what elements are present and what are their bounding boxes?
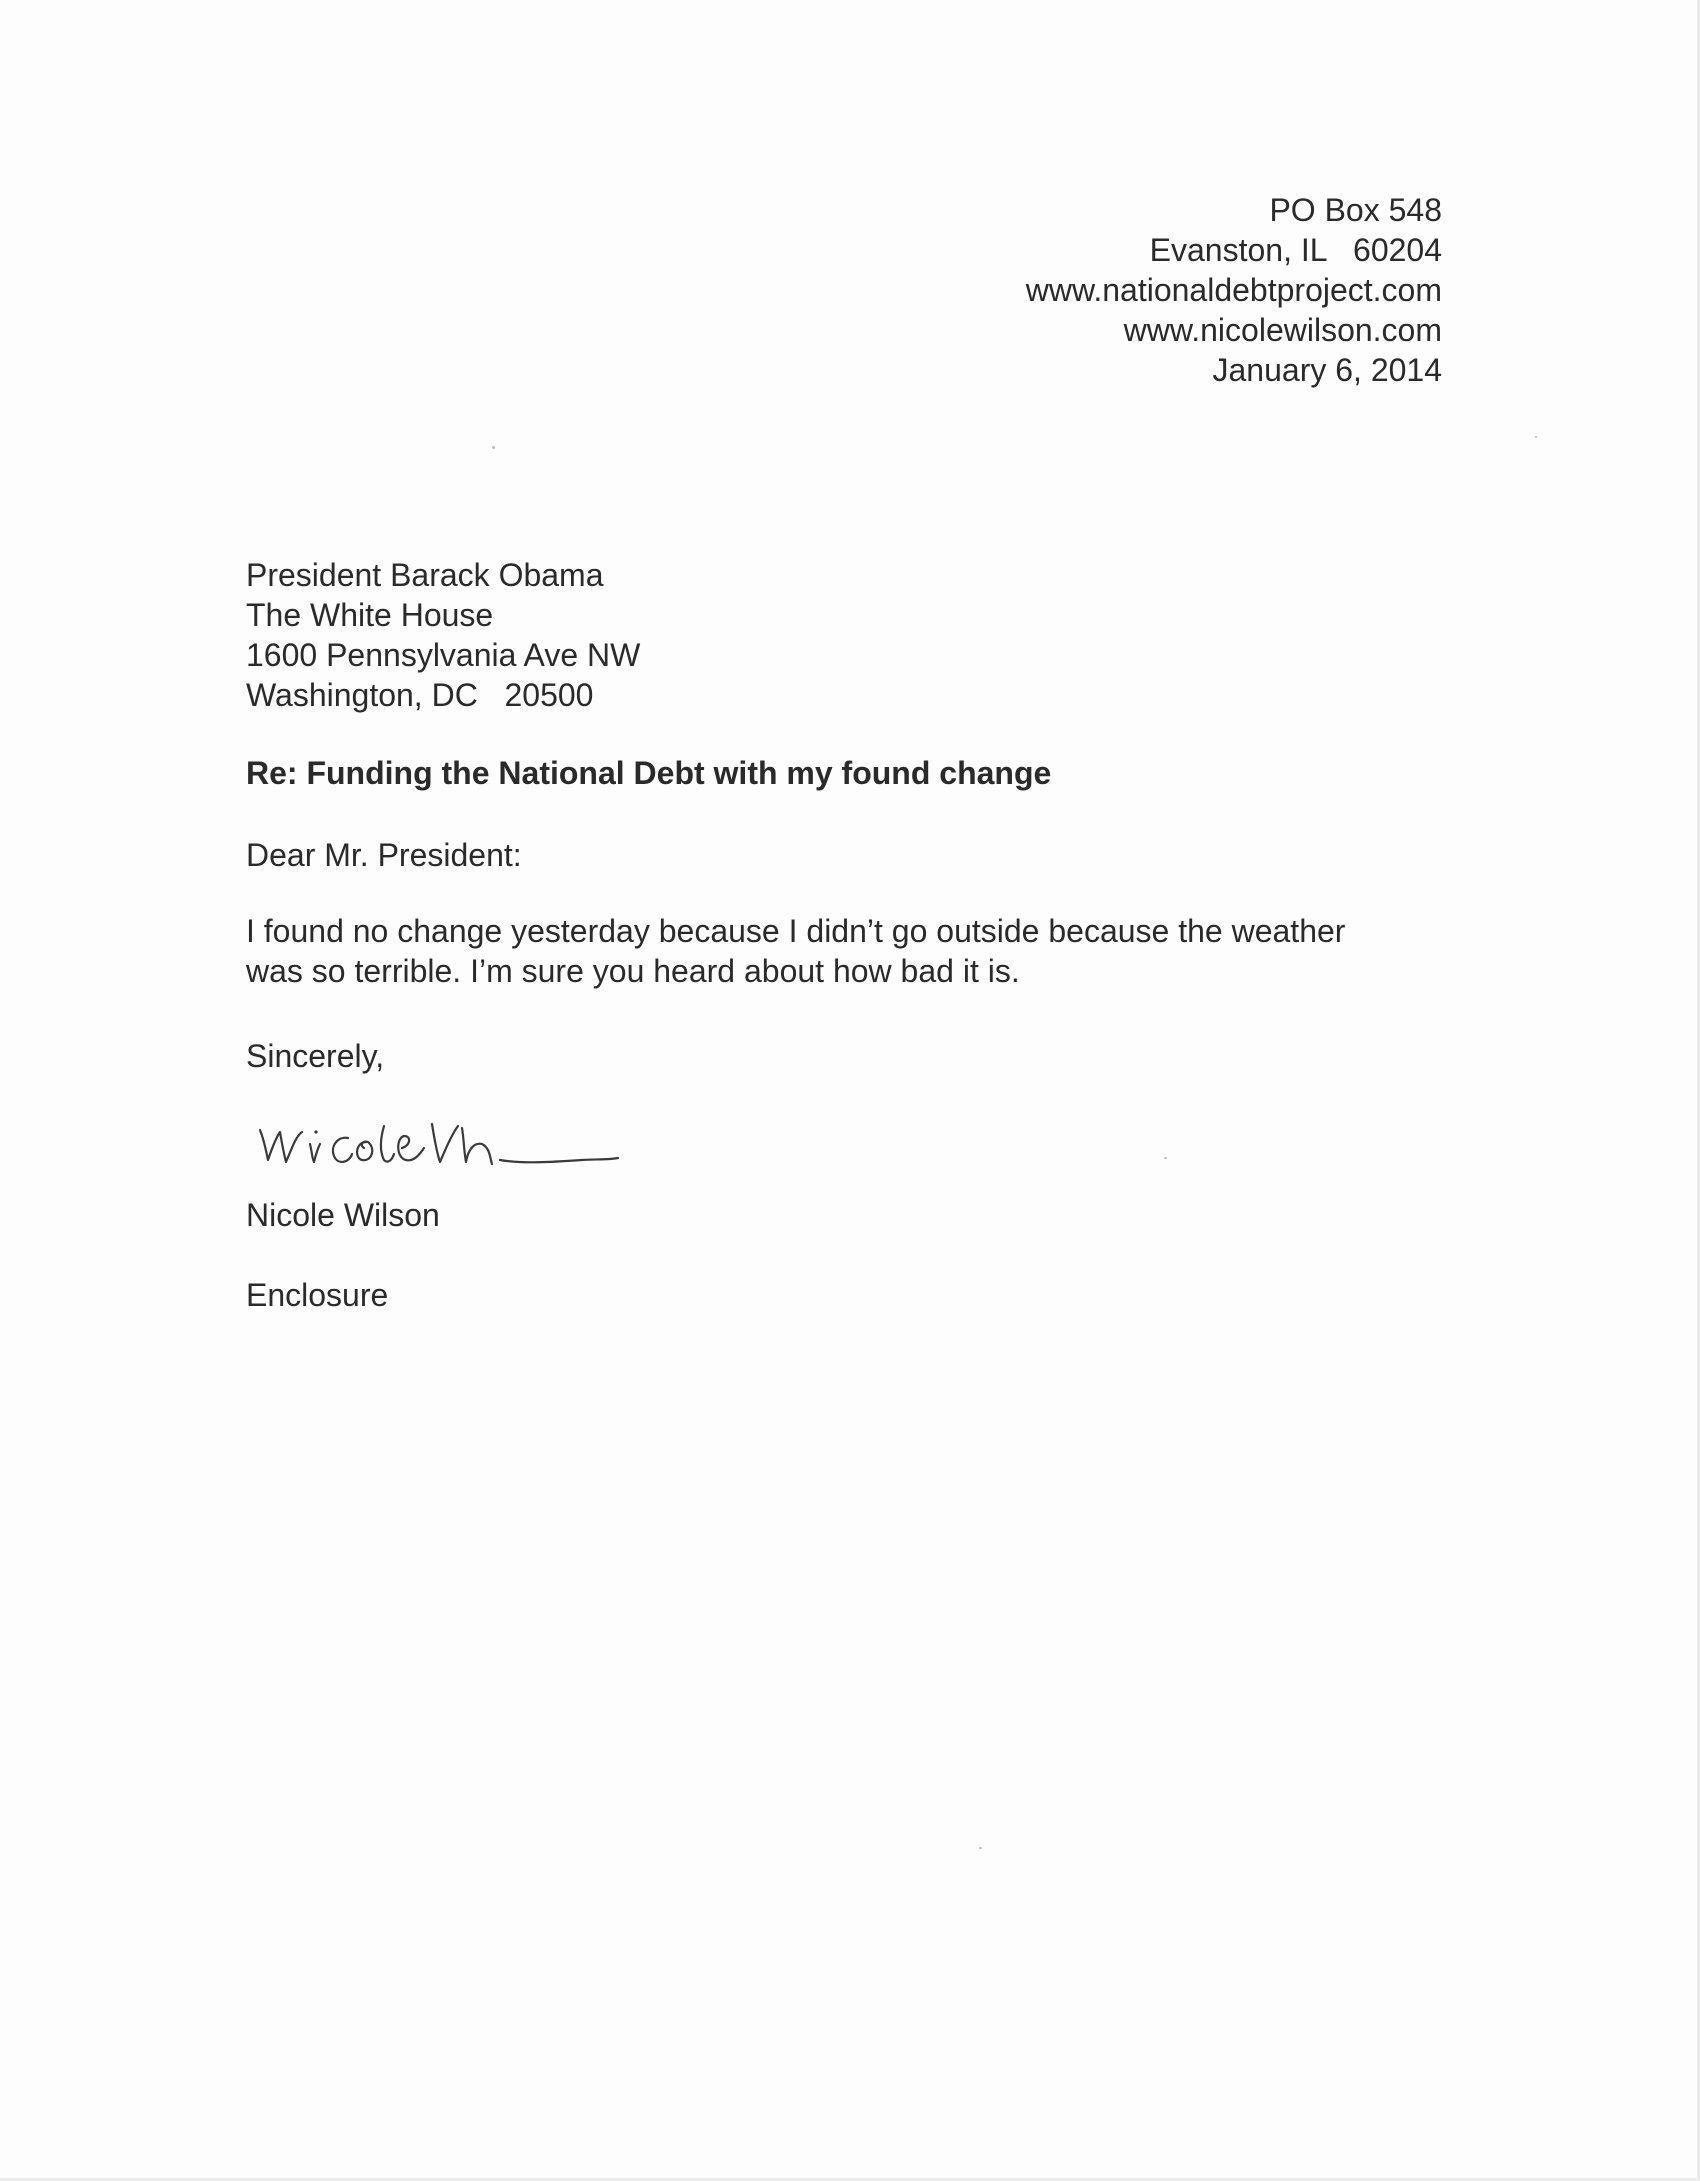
recipient-street: 1600 Pennsylvania Ave NW bbox=[246, 637, 641, 673]
recipient-city-state-zip: Washington, DC 20500 bbox=[246, 677, 594, 713]
body-paragraph bbox=[246, 911, 1345, 991]
scan-speck bbox=[1535, 436, 1537, 438]
scan-speck bbox=[1164, 1157, 1167, 1159]
closing: Sincerely, bbox=[246, 1038, 385, 1074]
scan-speck bbox=[492, 446, 495, 449]
sender-website-national-debt: www.nationaldebtproject.com bbox=[1025, 272, 1442, 308]
salutation: Dear Mr. President: bbox=[246, 837, 522, 873]
sender-address-block bbox=[1026, 190, 1442, 390]
recipient-organization: The White House bbox=[246, 597, 494, 633]
subject-line: Re: Funding the National Debt with my found change bbox=[246, 755, 1052, 791]
handwritten-signature bbox=[252, 1088, 632, 1198]
enclosure-notation: Enclosure bbox=[246, 1277, 389, 1313]
body-line: was so terrible. I’m sure you heard about how bad it is. bbox=[246, 953, 1020, 989]
recipient-name: President Barack Obama bbox=[246, 557, 604, 593]
sender-po-box: PO Box 548 bbox=[1269, 192, 1442, 228]
sender-city-state-zip: Evanston, IL 60204 bbox=[1149, 232, 1442, 268]
signer-name: Nicole Wilson bbox=[246, 1197, 440, 1233]
sender-website-personal: www.nicolewilson.com bbox=[1123, 312, 1442, 348]
recipient-address-block bbox=[246, 555, 640, 715]
letter-date: January 6, 2014 bbox=[1212, 352, 1442, 388]
scan-speck bbox=[979, 1847, 982, 1849]
body-line: I found no change yesterday because I didn’t go outside because the weather bbox=[246, 913, 1346, 949]
